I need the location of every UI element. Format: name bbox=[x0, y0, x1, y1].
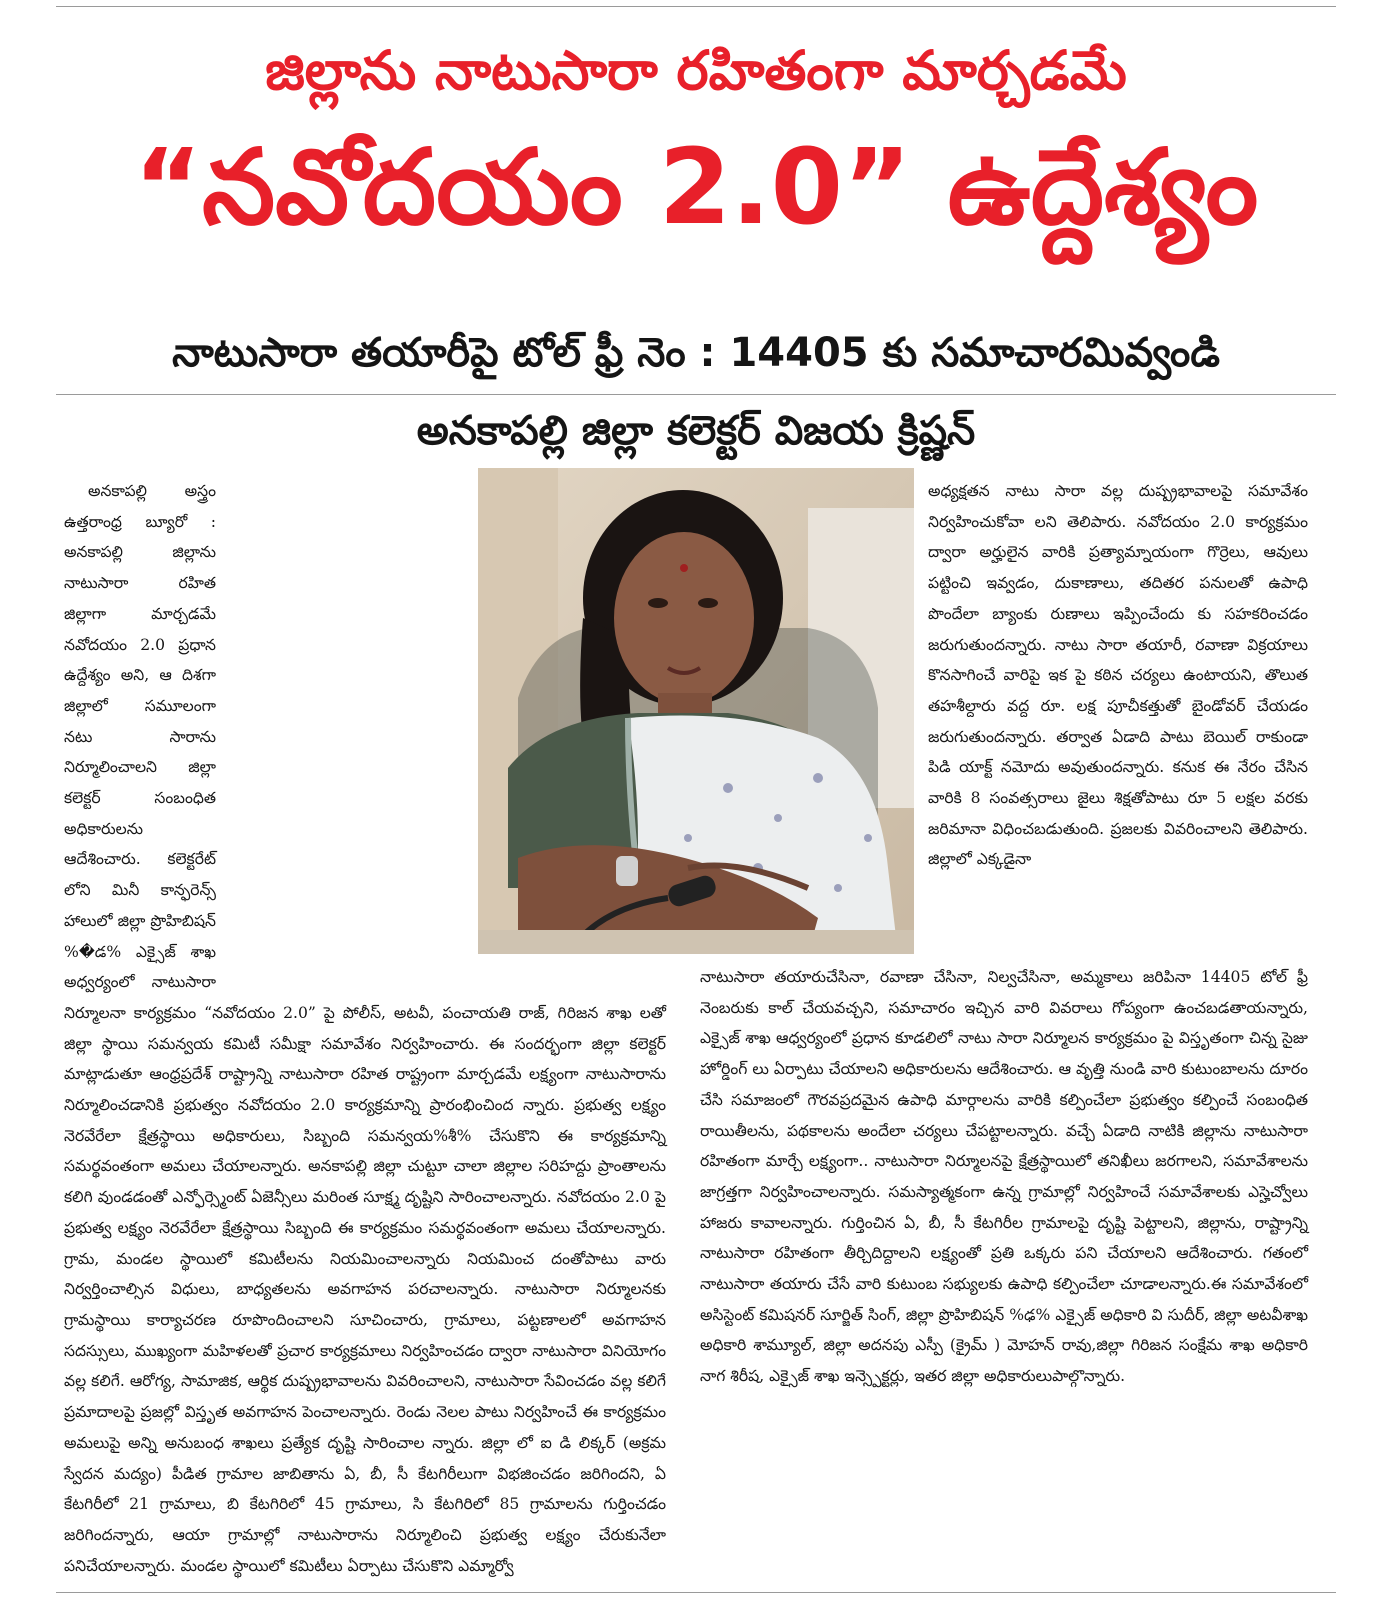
bottom-rule bbox=[56, 1592, 1336, 1593]
article-right-column-bottom bbox=[700, 962, 1308, 1392]
article-right-bottom-text: నాటుసారా తయారుచేసినా, రవాణా చేసినా, నిల్వచేసినా, అమ్మకాలు జరిపినా 14405 టోల్ ఫ్రీ నెంబరుకు కాల్ చేయవచ్చని, సమాచారం ఇచ్చిన వారి వివరాలు గోప్యంగా ఉంచబడతాయన్నారు, ఎక్సైజ్ శాఖ ఆధ్వర్యంలో ప్రధాన కూడలిలో నాటు సారా నిర్మూలన కార్యక్రమం పై విస్తృతంగా చిన్న సైజు హోర్డింగ్ లు ఏర్పాటు చేయాలని అధికారులను ఆదేశించారు. ఆ వృత్తి నుండి వారి కుటుంబాలను దూరం చేసి సమాజంలో గౌరవప్రదమైన ఉపాధి మార్గాలను వారికి కల్పించేలా ప్రభుత్వం కల్పించే సంబంధిత రాయితీలను, పథకాలను అందేలా చర్యలు చేపట్టాలన్నారు. వచ్చే ఏడాది నాటికి జిల్లాను నాటుసారా రహితంగా మార్చే లక్ష్యంగా.. నాటుసారా నిర్మూలనపై క్షేత్రస్థాయిలో తనిఖీలు జరగాలని, సమావేశాలను జాగ్రత్తగా నిర్వహించాలన్నారు. సమస్యాత్మకంగా ఉన్న గ్రామాల్లో నిర్వహించే సమావేశాలకు ఎస్హెచ్వోలు హాజరు కావాలన్నారు. గుర్తించిన ఏ, బీ, సీ కేటగిరీల గ్రామాలపై దృష్టి పెట్టాలని, జిల్లాను, రాష్ట్రాన్ని నాటుసారా రహితంగా తీర్చిదిద్దాలని లక్ష్యంతో ప్రతి ఒక్కరు పని చేయాలని ఆదేశించారు. గతంలో నాటుసారా తయారు చేసే వారి కుటుంబ సభ్యులకు ఉపాధి కల్పించేలా చూడాలన్నారు.ఈ సమావేశంలో అసిస్టెంట్ కమిషనర్ సూర్జిత్ సింగ్, జిల్లా ప్రొహిబిషన్ %ఢ% ఎక్సైజ్ అధికారి వి సుదీర్, జిల్లా అటవీశాఖ అధికారి శామ్యూల్, జిల్లా అదనపు ఎస్పీ (క్రైమ్ ) మోహన్ రావు,జిల్లా గిరిజన సంక్షేమ శాఖ అధికారి నాగ శిరీష, ఎక్సైజ్ శాఖ ఇన్స్పెక్టర్లు, ఇతర జిల్లా అధికారులుపాల్గొన్నారు. bbox=[700, 968, 1308, 1386]
headline-line-2: “నవోదయం 2.0” ఉద్దేశ్యం bbox=[133, 126, 1259, 248]
headline-line-1: జిల్లాను నాటుసారా రహితంగా మార్చడమే bbox=[265, 39, 1127, 102]
article-right-column-top bbox=[928, 476, 1308, 875]
byline: అనకాపల్లి జిల్లా కలెక్టర్ విజయ క్రిష్ణన్ bbox=[416, 408, 976, 454]
photo-space bbox=[216, 476, 666, 968]
article-left-column bbox=[64, 476, 666, 1581]
top-rule bbox=[56, 6, 1336, 7]
subheadline: నాటుసారా తయారీపై టోల్ ఫ్రీ నెం : 14405 కు సమాచారమివ్వండి bbox=[172, 330, 1220, 376]
article-right-top-text: అధ్యక్షతన నాటు సారా వల్ల దుష్ప్రభావాలపై సమావేశం నిర్వహించుకోవా లని తెలిపారు. నవోదయం 2.0 కార్యక్రమం ద్వారా అర్హులైన వారికి ప్రత్యామ్నాయంగా గొర్రెలు, ఆవులు పట్టించి ఇవ్వడం, దుకాణాలు, తదితర పనులతో ఉపాధి పొందేలా బ్యాంకు రుణాలు ఇప్పించేందు కు సహకరించడం జరుగుతుందన్నారు. నాటు సారా తయారీ, రవాణా విక్రయాలు కొనసాగించే వారిపై ఇక పై కఠిన చర్యలు ఉంటాయని, తొలుత తహశీల్దారు వద్ద రూ. లక్ష పూచీకత్తుతో బైండోవర్ చేయడం జరుగుతుందన్నారు. తర్వాత ఏడాది పాటు బెయిల్ రాకుండా పిడి యాక్ట్ నమోదు అవుతుందన్నారు. కనుక ఈ నేరం చేసిన వారికి 8 సంవత్సరాలు జైలు శిక్షతోపాటు రూ 5 లక్షల వరకు జరిమానా విధించబడుతుంది. ప్రజలకు వివరించాలని తెలిపారు. జిల్లాలో ఎక్కడైనా bbox=[928, 482, 1308, 869]
subhead-rule bbox=[56, 394, 1336, 395]
article-left-text: అనకాపల్లి అస్త్రం ఉత్తరాంధ్ర బ్యూరో : అనకాపల్లి జిల్లాను నాటుసారా రహిత జిల్లాగా మార్చడమే నవోదయం 2.0 ప్రధాన ఉద్దేశ్యం అని, ఆ దిశగా జిల్లాలో సమూలంగా నటు సారాను నిర్మూలించాలని జిల్లా కలెక్టర్ సంబంధిత అధికారులను ఆదేశించారు. కలెక్టరేట్ లోని మినీ కాన్ఫరెన్స్ హాలులో జిల్లా ప్రొహిబిషన్ %�డ% ఎక్సైజ్ శాఖ అధ్వర్యంలో నాటుసారా నిర్మూలనా కార్యక్రమం “నవోదయం 2.0” పై పోలీస్, అటవీ, పంచాయతి రాజ్, గిరిజన శాఖ లతో జిల్లా స్థాయి సమన్వయ కమిటీ సమీక్షా సమావేశం నిర్వహించారు. ఈ సందర్భంగా జిల్లా కలెక్టర్ మాట్లాడుతూ ఆంధ్రప్రదేశ్ రాష్ట్రాన్ని నాటుసారా రహిత రాష్ట్రంగా మార్చడమే లక్ష్యంగా నాటుసారాను నిర్మూలించడానికి ప్రభుత్వం నవోదయం 2.0 కార్యక్రమాన్ని ప్రారంభించింద న్నారు. ప్రభుత్వ లక్ష్యం నెరవేరేలా క్షేత్రస్థాయి అధికారులు, సిబ్బంది సమన్వయ%శీ% చేసుకొని ఈ కార్యక్రమాన్ని సమర్థవంతంగా అమలు చేయాలన్నారు. అనకాపల్లి జిల్లా చుట్టూ చాలా జిల్లాల సరిహద్దు ప్రాంతాలను కలిగి వుండడంతో ఎన్ఫోర్స్మెంట్ ఏజెన్సీలు మరింత సూక్ష్మ దృష్టిని సారించాలన్నారు. నవోదయం 2.0 పై ప్రభుత్వ లక్ష్యం నెరవేరేలా క్షేత్రస్థాయి సిబ్బంది ఈ కార్యక్రమం సమర్థవంతంగా అమలు చేయాలన్నారు. గ్రామ, మండల స్థాయిలో కమిటీలను నియమించాలన్నారు నియమించ దంతోపాటు వారు నిర్వర్తించాల్సిన విధులు, బాధ్యతలను అవగాహన పరచాలన్నారు. నాటుసారా నిర్మూలనకు గ్రామస్థాయి కార్యాచరణ రూపొందించాలని సూచించారు, గ్రామాలు, పట్టణాలలో అవగాహన సదస్సులు, ముఖ్యంగా మహిళలతో ప్రచార కార్యక్రమాలు నిర్వహించడం ద్వారా నాటుసారా వినియోగం వల్ల కలిగే. ఆరోగ్య, సామాజిక, ఆర్థిక దుష్ప్రభావాలను వివరించాలని, నాటుసారా సేవించడం వల్ల కలిగే ప్రమాదాలపై ప్రజల్లో విస్తృత అవగాహన పెంచాలన్నారు. రెండు నెలల పాటు నిర్వహించే ఈ కార్యక్రమం అమలుపై అన్ని అనుబంధ శాఖలు ప్రత్యేక దృష్టి సారించాల న్నారు. జిల్లా లో ఐ డి లిక్కర్ (అక్రమ స్వేదన మద్యం) పీడిత గ్రామాల జాబితాను ఏ, బీ, సీ కేటగిరీలుగా విభజించడం జరిగిందని, ఏ కేటగిరీలో 21 గ్రామాలు, బి కేటగిరిలో 45 గ్రామాలు, సి కేటగిరిలో 85 గ్రామాలను గుర్తించడం జరిగిందన్నారు, ఆయా గ్రామాల్లో నాటుసారాను నిర్మూలించి ప్రభుత్వ లక్ష్యం చేరుకునేలా పనిచేయాలన్నారు. మండల స్థాయిలో కమిటీలు ఏర్పాటు చేసుకొని ఎమ్మార్వో bbox=[64, 482, 666, 1575]
